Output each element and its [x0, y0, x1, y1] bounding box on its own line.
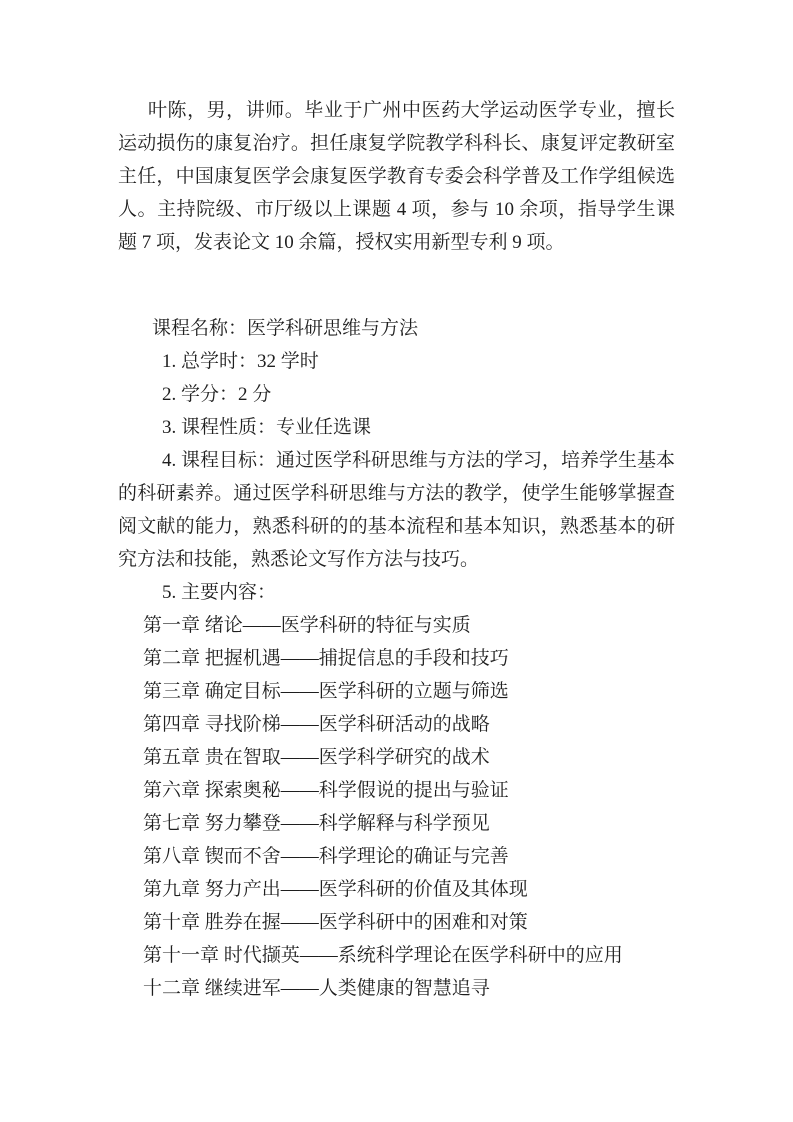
- chapter-line-4: 第四章 寻找阶梯——医学科研活动的战略: [143, 714, 490, 735]
- chapter-line-6: 第六章 探索奥秘——科学假说的提出与验证: [143, 780, 509, 801]
- paragraph-gap: [118, 259, 675, 312]
- chapter-line-11: 第十一章 时代撷英——系统科学理论在医学科研中的应用: [143, 945, 623, 966]
- bio-paragraph: 叶陈，男，讲师。毕业于广州中医药大学运动医学专业，擅长运动损伤的康复治疗。担任康复学院教学科科长、康复评定教研室主任，中国康复医学会康复医学教育专委会科学普及工作学组候选人。主持院级、市厅级以上课题 4 项，参与 10 余项，指导学生课题 7 项，发表论文 10 余篇，授权实用新型专利 9 项。: [118, 100, 675, 253]
- chapter-line-1: 第一章 绪论——医学科研的特征与实质: [143, 615, 471, 636]
- chapter-line-10: 第十章 胜券在握——医学科研中的困难和对策: [143, 912, 528, 933]
- course-name-line: 课程名称：医学科研思维与方法: [152, 318, 419, 339]
- chapter-line-9: 第九章 努力产出——医学科研的价值及其体现: [143, 879, 528, 900]
- document-content: [118, 94, 675, 1005]
- chapter-line-5: 第五章 贵在智取——医学科学研究的战术: [143, 747, 490, 768]
- course-item-main-content: 5. 主要内容：: [162, 582, 277, 603]
- chapter-line-3: 第三章 确定目标——医学科研的立题与筛选: [143, 681, 509, 702]
- chapter-line-7: 第七章 努力攀登——科学解释与科学预见: [143, 813, 490, 834]
- chapter-line-12: 十二章 继续进军——人类健康的智慧追寻: [143, 978, 490, 999]
- course-item-credits: 2. 学分：2 分: [162, 384, 272, 405]
- course-item-objectives: 4. 课程目标：通过医学科研思维与方法的学习，培养学生基本的科研素养。通过医学科研思维与方法的教学，使学生能够掌握查阅文献的能力，熟悉科研的的基本流程和基本知识，熟悉基本的研究方法和技能，熟悉论文写作方法与技巧。: [118, 450, 676, 570]
- course-item-type: 3. 课程性质：专业任选课: [162, 417, 372, 438]
- course-item-total-hours: 1. 总学时：32 学时: [162, 351, 319, 372]
- chapter-line-2: 第二章 把握机遇——捕捉信息的手段和技巧: [143, 648, 509, 669]
- chapter-line-8: 第八章 锲而不舍——科学理论的确证与完善: [143, 846, 509, 867]
